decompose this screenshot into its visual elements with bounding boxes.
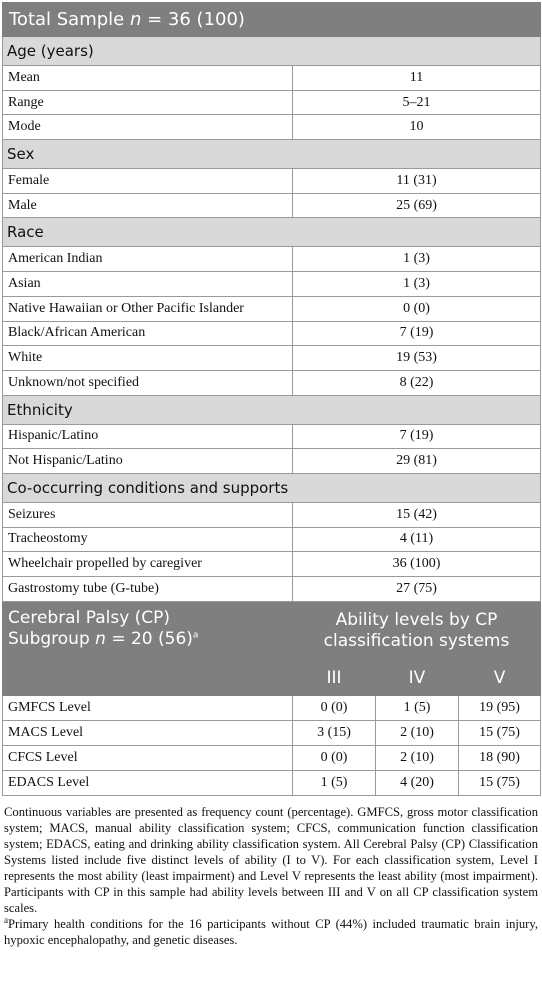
- row-label: Unknown/not specified: [3, 370, 293, 395]
- cp-cell: 4 (20): [376, 770, 459, 795]
- level-header-iv: IV: [376, 661, 459, 695]
- level-header-iii: III: [293, 661, 376, 695]
- row-value: 11 (31): [293, 169, 541, 194]
- row-label: Mean: [3, 66, 293, 91]
- row-label: Mode: [3, 115, 293, 140]
- cp-cell: 3 (15): [293, 720, 376, 745]
- row-label: Tracheostomy: [3, 527, 293, 552]
- row-value: 10: [293, 115, 541, 140]
- level-header-v: V: [459, 661, 541, 695]
- row-label: Asian: [3, 272, 293, 297]
- row-label: Range: [3, 90, 293, 115]
- footnote-a: $^a$Primary health conditions for the 16 participants without CP (44%) included traumatic brain injury, hypoxic encephalopathy, and genetic diseases.: [4, 914, 538, 947]
- row-value: 27 (75): [293, 577, 541, 602]
- ability-levels-header: Ability levels by CP classification systems: [293, 601, 541, 661]
- row-label: Seizures: [3, 502, 293, 527]
- section-heading: Ethnicity: [3, 395, 541, 424]
- table-row: [3, 346, 541, 371]
- section-heading: Sex: [3, 140, 541, 169]
- table-row: [3, 247, 541, 272]
- cp-table-row: [3, 745, 541, 770]
- cp-cell: 0 (0): [293, 695, 376, 720]
- row-value: 7 (19): [293, 424, 541, 449]
- cp-table-row: [3, 720, 541, 745]
- table-row: [3, 169, 541, 194]
- table-row: [3, 321, 541, 346]
- table-row: [3, 502, 541, 527]
- section-heading: Co-occurring conditions and supports: [3, 473, 541, 502]
- section-heading: Race: [3, 218, 541, 247]
- row-value: 15 (42): [293, 502, 541, 527]
- row-value: 11: [293, 66, 541, 91]
- cp-row-label: MACS Level: [3, 720, 293, 745]
- table-row: [3, 66, 541, 91]
- row-value: 0 (0): [293, 296, 541, 321]
- table-row: [3, 193, 541, 218]
- table-row: [3, 296, 541, 321]
- cp-subgroup-title: Cerebral Palsy (CP) Subgroup n = 20 $(56)^a$: [3, 601, 293, 695]
- row-value: 7 (19): [293, 321, 541, 346]
- row-value: 4 (11): [293, 527, 541, 552]
- table-row: [3, 449, 541, 474]
- row-label: Black/African American: [3, 321, 293, 346]
- row-label: Wheelchair propelled by caregiver: [3, 552, 293, 577]
- row-value: 36 (100): [293, 552, 541, 577]
- cp-cell: 19 (95): [459, 695, 541, 720]
- cp-row-label: EDACS Level: [3, 770, 293, 795]
- row-label: American Indian: [3, 247, 293, 272]
- table-row: [3, 527, 541, 552]
- table-row: [3, 115, 541, 140]
- row-label: Gastrostomy tube (G-tube): [3, 577, 293, 602]
- cp-cell: 2 (10): [376, 720, 459, 745]
- table-row: [3, 424, 541, 449]
- table-row: [3, 370, 541, 395]
- table-footnotes: [4, 804, 538, 948]
- row-label: Not Hispanic/Latino: [3, 449, 293, 474]
- table-row: [3, 577, 541, 602]
- row-value: 8 (22): [293, 370, 541, 395]
- footnote-main: Continuous variables are presented as frequency count (percentage). GMFCS, gross motor classification system; MACS, manual ability classification system; CFCS, communication function classification system; EDACS, eating and drinking ability classification system. All Cerebral Palsy (CP) Classification Systems listed include five distinct levels of ability (I to V). For each classification system, Level I represents the most ability (least impairment) and Level V represents the least ability (most impairment). Participants with CP in this sample had ability levels between III and V on all CP classification system scales.: [4, 804, 538, 915]
- cp-cell: 1 (5): [376, 695, 459, 720]
- cp-table-row: [3, 695, 541, 720]
- row-value: 1 (3): [293, 247, 541, 272]
- row-value: 29 (81): [293, 449, 541, 474]
- cp-cell: 18 (90): [459, 745, 541, 770]
- cp-row-label: CFCS Level: [3, 745, 293, 770]
- cp-table-row: [3, 770, 541, 795]
- row-label: Native Hawaiian or Other Pacific Islander: [3, 296, 293, 321]
- cp-cell: 2 (10): [376, 745, 459, 770]
- table-title: Total Sample n = 36 (100): [3, 3, 541, 37]
- cp-row-label: GMFCS Level: [3, 695, 293, 720]
- row-label: Male: [3, 193, 293, 218]
- row-value: 25 (69): [293, 193, 541, 218]
- cp-cell: 15 (75): [459, 720, 541, 745]
- row-label: White: [3, 346, 293, 371]
- cp-cell: 0 (0): [293, 745, 376, 770]
- row-label: Female: [3, 169, 293, 194]
- cp-cell: 15 (75): [459, 770, 541, 795]
- table-row: [3, 552, 541, 577]
- cp-cell: 1 (5): [293, 770, 376, 795]
- table-row: [3, 90, 541, 115]
- demographics-table-container: [2, 2, 540, 948]
- demographics-table: [2, 2, 541, 796]
- row-value: 5–21: [293, 90, 541, 115]
- row-value: 19 (53): [293, 346, 541, 371]
- section-heading: Age (years): [3, 37, 541, 66]
- table-row: [3, 272, 541, 297]
- row-label: Hispanic/Latino: [3, 424, 293, 449]
- row-value: 1 (3): [293, 272, 541, 297]
